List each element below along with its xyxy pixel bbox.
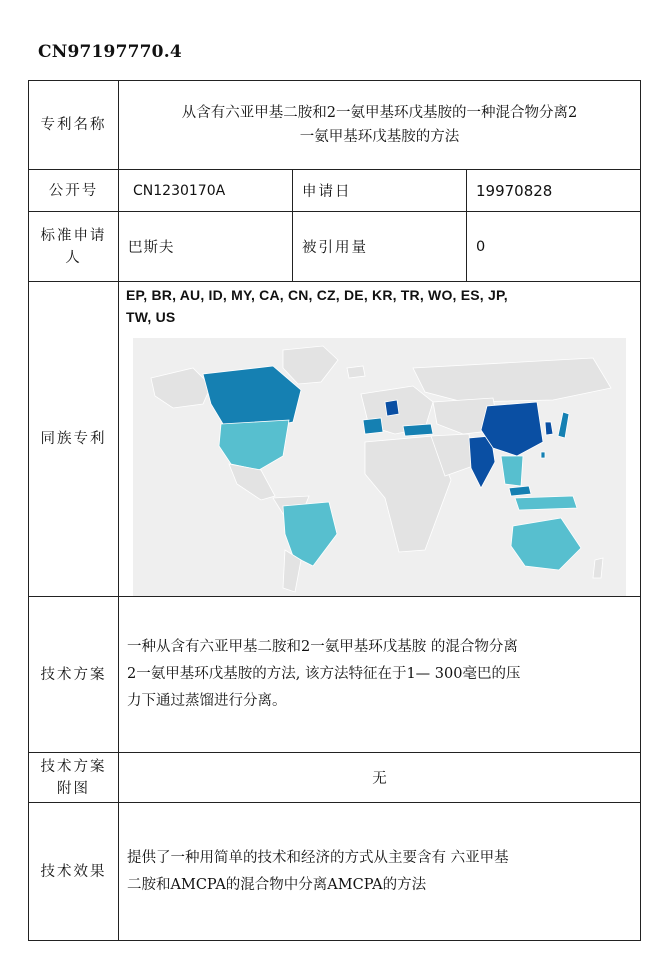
- land-usa: [219, 420, 289, 470]
- label-applicant: 标准申请 人: [29, 212, 119, 282]
- label-app-date: 申请日: [293, 170, 467, 212]
- world-map-svg: [133, 338, 626, 596]
- figure-value: 无: [119, 753, 641, 803]
- citations-value: 0: [467, 212, 641, 282]
- land-alaska: [151, 368, 211, 408]
- land-indonesia: [515, 496, 577, 510]
- world-map: [133, 338, 626, 596]
- label-pub-no: 公开号: [29, 170, 119, 212]
- applicant-value: 巴斯夫: [119, 212, 293, 282]
- pub-no-value: CN1230170A: [119, 170, 293, 212]
- land-iceland: [347, 366, 365, 378]
- label-solution: 技术方案: [29, 597, 119, 753]
- patent-name-line1: 从含有六亚甲基二胺和2一氨甲基环戊基胺的一种混合物分离2: [181, 105, 578, 121]
- land-new-zealand: [593, 558, 603, 578]
- patent-info-table: [28, 80, 641, 941]
- row-figure: [29, 753, 641, 803]
- land-germany: [385, 400, 399, 416]
- row-family: [29, 282, 641, 597]
- row-title: [29, 81, 641, 170]
- solution-value: 一种从含有六亚甲基二胺和2一氨甲基环戊基胺 的混合物分离 2一氨甲基环戊基胺的方法, 该方法特征在于1— 300毫巴的压 力下通过蒸馏进行分离。: [119, 597, 641, 753]
- app-date-value: 19970828: [467, 170, 641, 212]
- family-value: [119, 282, 641, 597]
- land-mexico: [229, 464, 275, 500]
- land-japan: [558, 412, 569, 438]
- land-korea: [545, 422, 553, 435]
- row-applicant: [29, 212, 641, 282]
- land-taiwan: [541, 452, 545, 458]
- row-solution: [29, 597, 641, 753]
- label-effect: 技术效果: [29, 803, 119, 941]
- label-figure: 技术方案 附图: [29, 753, 119, 803]
- land-malaysia: [509, 486, 531, 496]
- patent-name-line2: 一氨甲基环戊基胺的方法: [299, 129, 460, 145]
- land-russia: [413, 358, 611, 402]
- effect-value: 提供了一种用简单的技术和经济的方式从主要含有 六亚甲基 二胺和AMCPA的混合物中分离AMCPA的方法: [119, 803, 641, 941]
- label-family: 同族专利: [29, 282, 119, 597]
- label-citations: 被引用量: [293, 212, 467, 282]
- land-greenland: [283, 346, 338, 384]
- land-southeast-asia: [501, 456, 523, 486]
- label-patent-name: 专利名称: [29, 81, 119, 170]
- row-effect: [29, 803, 641, 941]
- land-australia: [511, 518, 581, 570]
- document-id: CN97197770.4: [38, 42, 182, 62]
- row-publication: [29, 170, 641, 212]
- patent-name-value: [119, 81, 641, 170]
- land-spain: [363, 418, 383, 434]
- family-countries: EP, BR, AU, ID, MY, CA, CN, CZ, DE, KR, TR, WO, ES, JP, TW, US: [126, 287, 508, 325]
- land-turkey: [403, 424, 433, 436]
